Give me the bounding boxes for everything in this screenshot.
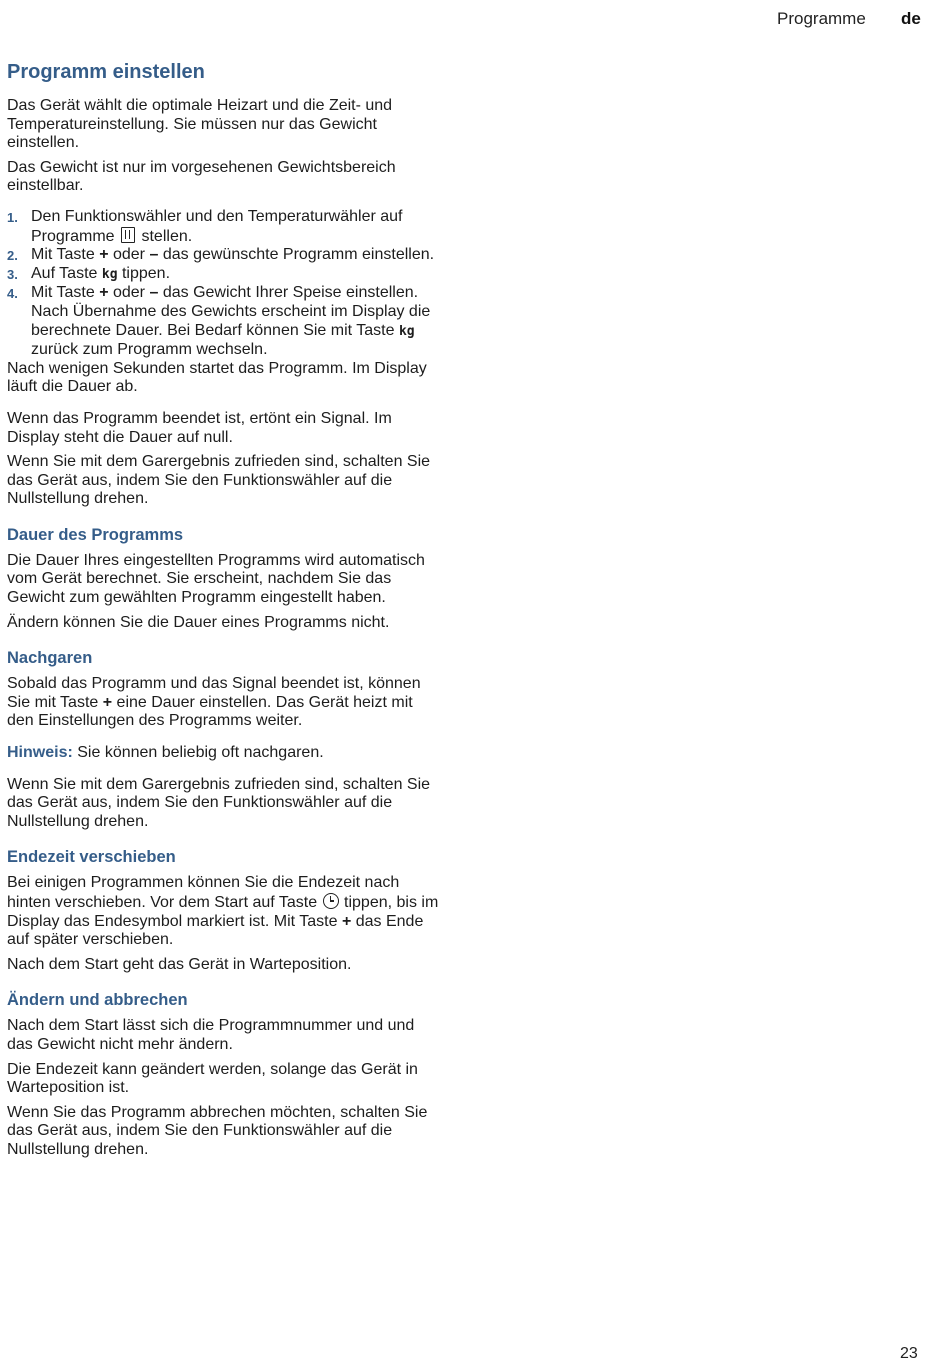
plus-icon: + — [102, 693, 113, 711]
paragraph: Nach dem Start geht das Gerät in Warteposition. — [7, 955, 352, 973]
heading-nachgaren: Nachgaren — [7, 649, 93, 668]
kg-key-icon: kg — [398, 323, 415, 339]
step-text: Mit Taste — [31, 284, 95, 302]
paragraph: Wenn das Programm beendet ist, ertönt ein Signal. Im Display steht die Dauer auf null. — [7, 409, 392, 446]
step-number: 2. — [7, 248, 18, 264]
paragraph-text: das Ende auf später verschieben. — [7, 912, 424, 949]
paragraph — [7, 675, 439, 731]
list-item — [7, 265, 439, 285]
list-item — [7, 284, 439, 359]
clock-icon — [323, 893, 339, 909]
paragraph: Wenn Sie mit dem Garergebnis zufrieden sind, schalten Sie das Gerät aus, indem Sie den Funktionswähler auf die Nullstellung drehen. — [7, 453, 431, 508]
step-note: zurück zum Programm wechseln. — [31, 341, 268, 359]
minus-icon: – — [149, 284, 159, 302]
heading-dauer-des-programms: Dauer des Programms — [7, 525, 184, 544]
list-item — [7, 208, 439, 246]
heading-programm-einstellen: Programm einstellen — [7, 61, 205, 83]
step-text: Auf Taste — [31, 264, 98, 282]
main-content — [7, 60, 439, 1166]
paragraph-text: eine Dauer einstellen. Das Gerät heizt mit den Einstellungen des Programms weiter. — [7, 693, 413, 730]
step-text: tippen. — [121, 264, 171, 282]
paragraph-text: Bei einigen Programmen können Sie die Endezeit nach hinten verschieben. Vor dem Start auf Taste — [7, 874, 400, 911]
heading-endezeit-verschieben: Endezeit verschieben — [7, 848, 176, 867]
plus-icon: + — [99, 246, 109, 264]
step-text: oder — [112, 246, 146, 264]
minus-icon: – — [149, 246, 159, 264]
paragraph: Wenn Sie mit dem Garergebnis zufrieden sind, schalten Sie das Gerät aus, indem Sie den Funktionswähler auf die Nullstellung drehen. — [7, 775, 431, 830]
header-section-title: Programme — [777, 9, 866, 28]
paragraph: Wenn Sie das Programm abbrechen möchten, schalten Sie das Gerät aus, indem Sie den Funktionswähler auf die Nullstellung drehen. — [7, 1103, 428, 1158]
heading-aendern-und-abbrechen: Ändern und abbrechen — [7, 991, 188, 1010]
plus-icon: + — [341, 912, 352, 930]
step-text: oder — [112, 284, 146, 302]
paragraph-text: tippen, bis im Display das Endesymbol markiert ist. Mit Taste — [7, 894, 439, 930]
plus-icon: + — [99, 284, 109, 302]
list-item — [7, 246, 439, 265]
hint-text: Sie können beliebig oft nachgaren. — [77, 744, 324, 762]
step-number: 3. — [7, 266, 18, 282]
step-text: Mit Taste — [31, 246, 95, 264]
kg-key-icon: kg — [101, 266, 118, 282]
paragraph-text: Sobald das Programm und das Signal beendet ist, können Sie mit Taste — [7, 675, 421, 711]
hint-paragraph — [7, 744, 439, 763]
paragraph: Ändern können Sie die Dauer eines Programms nicht. — [7, 613, 390, 631]
page-header — [0, 8, 950, 32]
step-text: das gewünschte Programm einstellen. — [162, 246, 435, 264]
paragraph: Nach wenigen Sekunden startet das Programm. Im Display läuft die Dauer ab. — [7, 359, 427, 396]
paragraph — [7, 874, 439, 949]
step-number: 1. — [7, 209, 18, 225]
page-number: 23 — [900, 1345, 918, 1362]
steps-list — [7, 208, 439, 360]
step-note: Nach Übernahme des Gewichts erscheint im Display die berechnete Dauer. Bei Bedarf können Sie mit Taste — [31, 302, 431, 339]
paragraph: Die Dauer Ihres eingestellten Programms wird automatisch vom Gerät berechnet. Sie erscheint, nachdem Sie das Gewicht zum gewählten Programm eingestellt haben. — [7, 551, 425, 607]
step-text: das Gewicht Ihrer Speise einstellen. — [162, 284, 419, 302]
header-language: de — [901, 9, 921, 28]
program-symbol-icon — [121, 227, 135, 243]
step-number: 4. — [7, 286, 18, 302]
step-text: Den Funktionswähler und den Temperaturwähler auf Programme — [31, 207, 403, 245]
step-text: stellen. — [141, 227, 193, 245]
paragraph: Die Endezeit kann geändert werden, solange das Gerät in Warteposition ist. — [7, 1060, 418, 1097]
paragraph: Nach dem Start lässt sich die Programmnummer und und das Gewicht nicht mehr ändern. — [7, 1017, 415, 1053]
hint-label: Hinweis: — [7, 744, 73, 762]
paragraph: Das Gerät wählt die optimale Heizart und die Zeit- und Temperatureinstellung. Sie müssen nur das Gewicht einstellen. — [7, 97, 393, 152]
paragraph: Das Gewicht ist nur im vorgesehenen Gewichtsbereich einstellbar. — [7, 158, 396, 195]
